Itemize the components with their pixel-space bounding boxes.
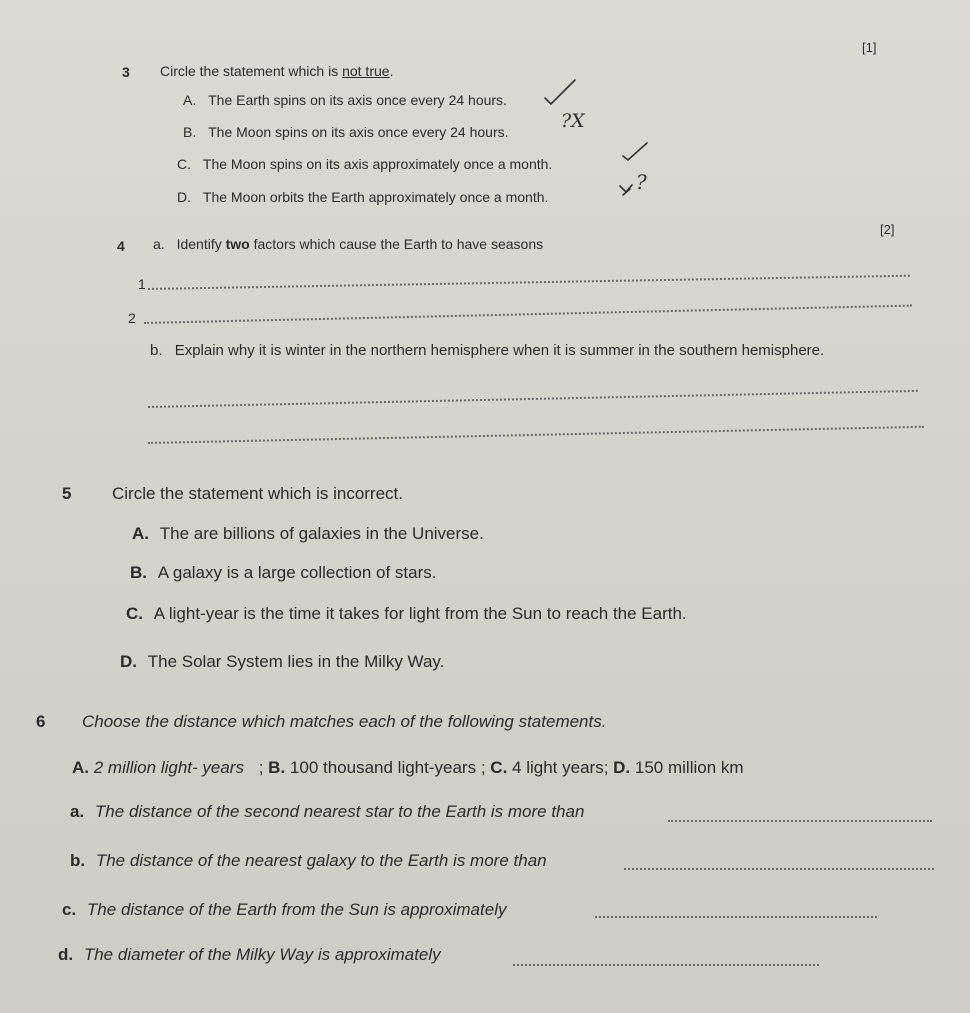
q3-option-b-text: The Moon spins on its axis once every 24 hours. (208, 124, 509, 140)
handwritten-scribble-d-icon (618, 183, 634, 199)
q3-option-a-letter: A. (183, 92, 197, 108)
q6-item-d-answer-line[interactable] (513, 964, 819, 966)
question-4-number: 4 (117, 238, 125, 254)
question-5-prompt: Circle the statement which is incorrect. (112, 484, 403, 503)
q4a-answer-line-2[interactable] (144, 305, 912, 324)
q4a-prefix: Identify (176, 236, 226, 252)
handwritten-tick-c-icon (620, 140, 650, 164)
handwritten-note-d: ? (636, 170, 647, 194)
q6-item-c-text: The distance of the Earth from the Sun is approximately (86, 900, 507, 919)
q3-option-d[interactable] (177, 189, 548, 205)
question-3-mark: [2] (880, 222, 895, 237)
q4b-letter: b. (150, 342, 163, 359)
q4b-answer-line-1[interactable] (148, 390, 918, 408)
q3-option-c-text: The Moon spins on its axis approximately once a month. (202, 156, 553, 172)
q3-prompt-suffix: . (389, 63, 394, 79)
q5-option-b[interactable] (130, 563, 436, 583)
q3-option-d-text: The Moon orbits the Earth approximately once a month. (202, 189, 549, 205)
q5-option-b-text: A galaxy is a large collection of stars. (157, 563, 437, 582)
q4a-suffix: factors which cause the Earth to have seasons (249, 236, 544, 252)
q6-item-d (58, 945, 441, 965)
q6-choice-a-text: 2 million light- years (93, 758, 244, 777)
q5-option-d[interactable] (120, 652, 444, 672)
q3-option-a-text: The Earth spins on its axis once every 24 hours. (208, 92, 507, 108)
q4b-prompt (150, 342, 824, 359)
q6-choice-b-letter: B. (268, 758, 286, 777)
q6-choice-c-letter: C. (490, 758, 508, 777)
q6-item-b (70, 851, 547, 871)
q5-option-b-letter: B. (130, 563, 147, 582)
handwritten-note-b: ?X (561, 110, 585, 132)
q6-item-c (62, 900, 506, 920)
q5-option-a-text: The are billions of galaxies in the Universe. (159, 524, 484, 543)
q6-choice-c-text: 4 light years; (512, 758, 609, 777)
q3-prompt-prefix: Circle the statement which is (160, 63, 343, 79)
q4a-prompt (153, 236, 543, 252)
q5-option-a-letter: A. (132, 524, 149, 543)
previous-mark: [1] (862, 40, 877, 55)
q6-choice-b-text: 100 thousand light-years (289, 758, 477, 777)
q5-option-d-letter: D. (120, 652, 137, 671)
question-6-number: 6 (36, 712, 46, 731)
q6-item-a-text: The distance of the second nearest star to the Earth is more than (94, 802, 585, 821)
q5-option-c[interactable] (126, 604, 687, 624)
q3-option-d-letter: D. (177, 189, 191, 205)
q3-option-b-letter: B. (183, 124, 197, 140)
q6-item-a-letter: a. (70, 802, 85, 821)
q4a-line-2-label: 2 (128, 310, 136, 326)
q6-item-c-answer-line[interactable] (595, 916, 877, 918)
q3-option-c-letter: C. (177, 156, 191, 172)
q6-item-d-letter: d. (58, 945, 74, 964)
q3-option-a[interactable] (183, 92, 507, 108)
q6-item-b-letter: b. (70, 851, 86, 870)
q5-option-a[interactable] (132, 524, 484, 544)
q6-choice-b-sep: ; (480, 758, 486, 777)
q4a-answer-line-1[interactable] (148, 275, 910, 290)
q4b-text: Explain why it is winter in the northern hemisphere when it is summer in the southern hemisphere. (174, 342, 825, 359)
q3-prompt-emphasis: not true (342, 63, 390, 79)
q5-option-d-text: The Solar System lies in the Milky Way. (147, 652, 445, 671)
q6-item-c-letter: c. (62, 900, 77, 919)
q4b-answer-line-2[interactable] (148, 426, 924, 444)
question-6-prompt: Choose the distance which matches each of the following statements. (82, 712, 607, 731)
q5-option-c-text: A light-year is the time it takes for light from the Sun to reach the Earth. (153, 604, 687, 623)
q6-choice-d-letter: D. (613, 758, 631, 777)
q6-choice-d-text: 150 million km (634, 758, 744, 777)
q4a-line-1-label: 1 (138, 276, 146, 292)
q6-item-a-answer-line[interactable] (668, 820, 932, 822)
question-3-number: 3 (122, 64, 130, 80)
q6-item-b-answer-line[interactable] (624, 868, 934, 870)
q4a-letter: a. (153, 236, 165, 252)
q3-option-b[interactable] (183, 124, 509, 140)
q6-item-b-text: The distance of the nearest galaxy to the Earth is more than (95, 851, 547, 870)
q3-option-c[interactable] (177, 156, 552, 172)
q5-option-c-letter: C. (126, 604, 143, 623)
question-3-prompt (160, 63, 393, 79)
q4a-bold: two (225, 236, 250, 252)
q6-choice-a-letter: A. (72, 758, 89, 777)
q6-choices (72, 758, 744, 778)
q6-item-a (70, 802, 584, 822)
question-5-number: 5 (62, 484, 72, 503)
q6-choice-a-sep: ; (258, 758, 264, 777)
q6-item-d-text: The diameter of the Milky Way is approximately (83, 945, 441, 964)
handwritten-tick-a-icon (541, 76, 581, 110)
